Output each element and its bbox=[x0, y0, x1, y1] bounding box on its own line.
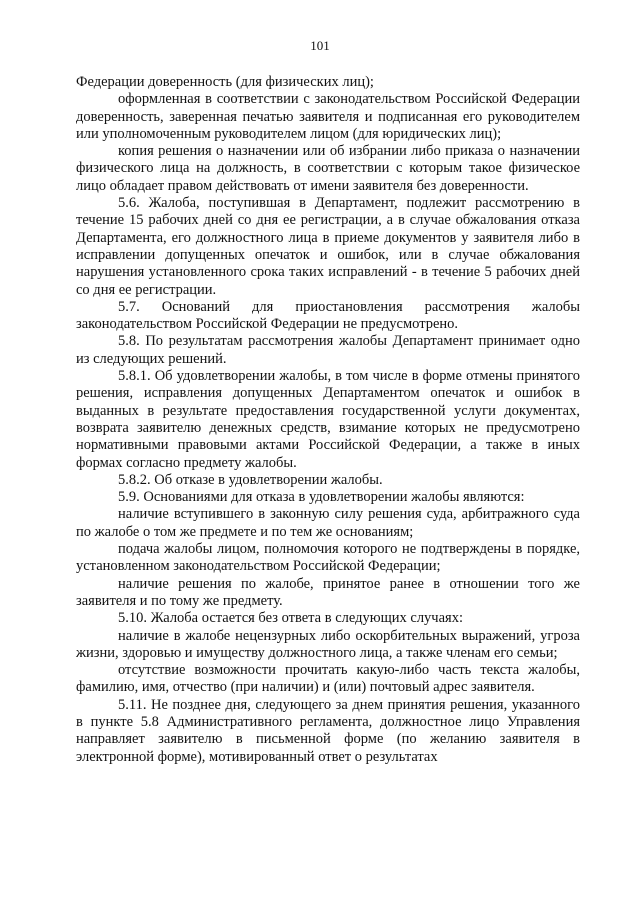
paragraph: Федерации доверенность (для физических лиц); bbox=[76, 74, 374, 90]
paragraph: 5.7. Оснований для приостановления рассмотрения жалобы законодательством Российской Федерации не предусмотрено. bbox=[76, 298, 580, 333]
paragraph: 5.9. Основаниями для отказа в удовлетворении жалобы являются: bbox=[118, 489, 525, 506]
paragraph: наличие решения по жалобе, принятое ранее в отношении того же заявителя и по тому же предмету. bbox=[76, 575, 580, 609]
paragraph: подача жалобы лицом, полномочия которого не подтверждены в порядке, установленном законодательством Российской Федерации; bbox=[76, 541, 580, 575]
paragraph: наличие вступившего в законную силу решения суда, арбитражного суда по жалобе о том же предмете и по тем же основаниям; bbox=[76, 506, 580, 540]
document-body bbox=[76, 74, 580, 766]
paragraph: наличие в жалобе нецензурных либо оскорбительных выражений, угроза жизни, здоровью и имуществу должностного лица, а также членам его семьи; bbox=[76, 627, 580, 661]
paragraph: 5.8.1. Об удовлетворении жалобы, в том числе в форме отмены принятого решения, исправления допущенных Департаментом опечаток и ошибок в выданных в результате предоставления государственной услуги документах, возврата заявителю денежных средств, взимание которых не предусмотрено нормативными правовыми актами Российской Федерации, а также в иных формах согласно предмету жалобы. bbox=[76, 368, 580, 471]
paragraph: 5.8. По результатам рассмотрения жалобы Департамент принимает одно из следующих решений. bbox=[76, 333, 580, 367]
paragraph: отсутствие возможности прочитать какую-либо часть текста жалобы, фамилию, имя, отчество (при наличии) и (или) почтовый адрес заявителя. bbox=[76, 662, 580, 696]
paragraph: 5.6. Жалоба, поступившая в Департамент, подлежит рассмотрению в течение 15 рабочих дней со дня ее регистрации, а в случае обжалования отказа Департамента, его должностного лица в приеме документов у заявителя либо в исправлении допущенных опечаток и ошибок, или в случае обжалования нарушения установленного срока таких исправлений - в течение 5 рабочих дней со дня ее регистрации. bbox=[76, 195, 580, 298]
paragraph: 5.8.2. Об отказе в удовлетворении жалобы. bbox=[118, 471, 383, 488]
paragraph: 5.10. Жалоба остается без ответа в следующих случаях: bbox=[118, 610, 463, 627]
page-number: 101 bbox=[310, 38, 330, 53]
paragraph: копия решения о назначении или об избрании либо приказа о назначении физического лица на должность, в соответствии с которым такое физическое лицо обладает правом действовать от имени заявителя без доверенности. bbox=[76, 143, 580, 194]
paragraph: оформленная в соответствии с законодательством Российской Федерации доверенность, заверенная печатью заявителя и подписанная его руководителем или уполномоченным руководителем лицом (для юридических лиц); bbox=[76, 91, 580, 142]
paragraph: 5.11. Не позднее дня, следующего за днем принятия решения, указанного в пункте 5.8 Административного регламента, должностное лицо Управления направляет заявителю в письменной форме (по желанию заявителя в электронной форме), мотивированный ответ о результатах bbox=[76, 696, 580, 765]
